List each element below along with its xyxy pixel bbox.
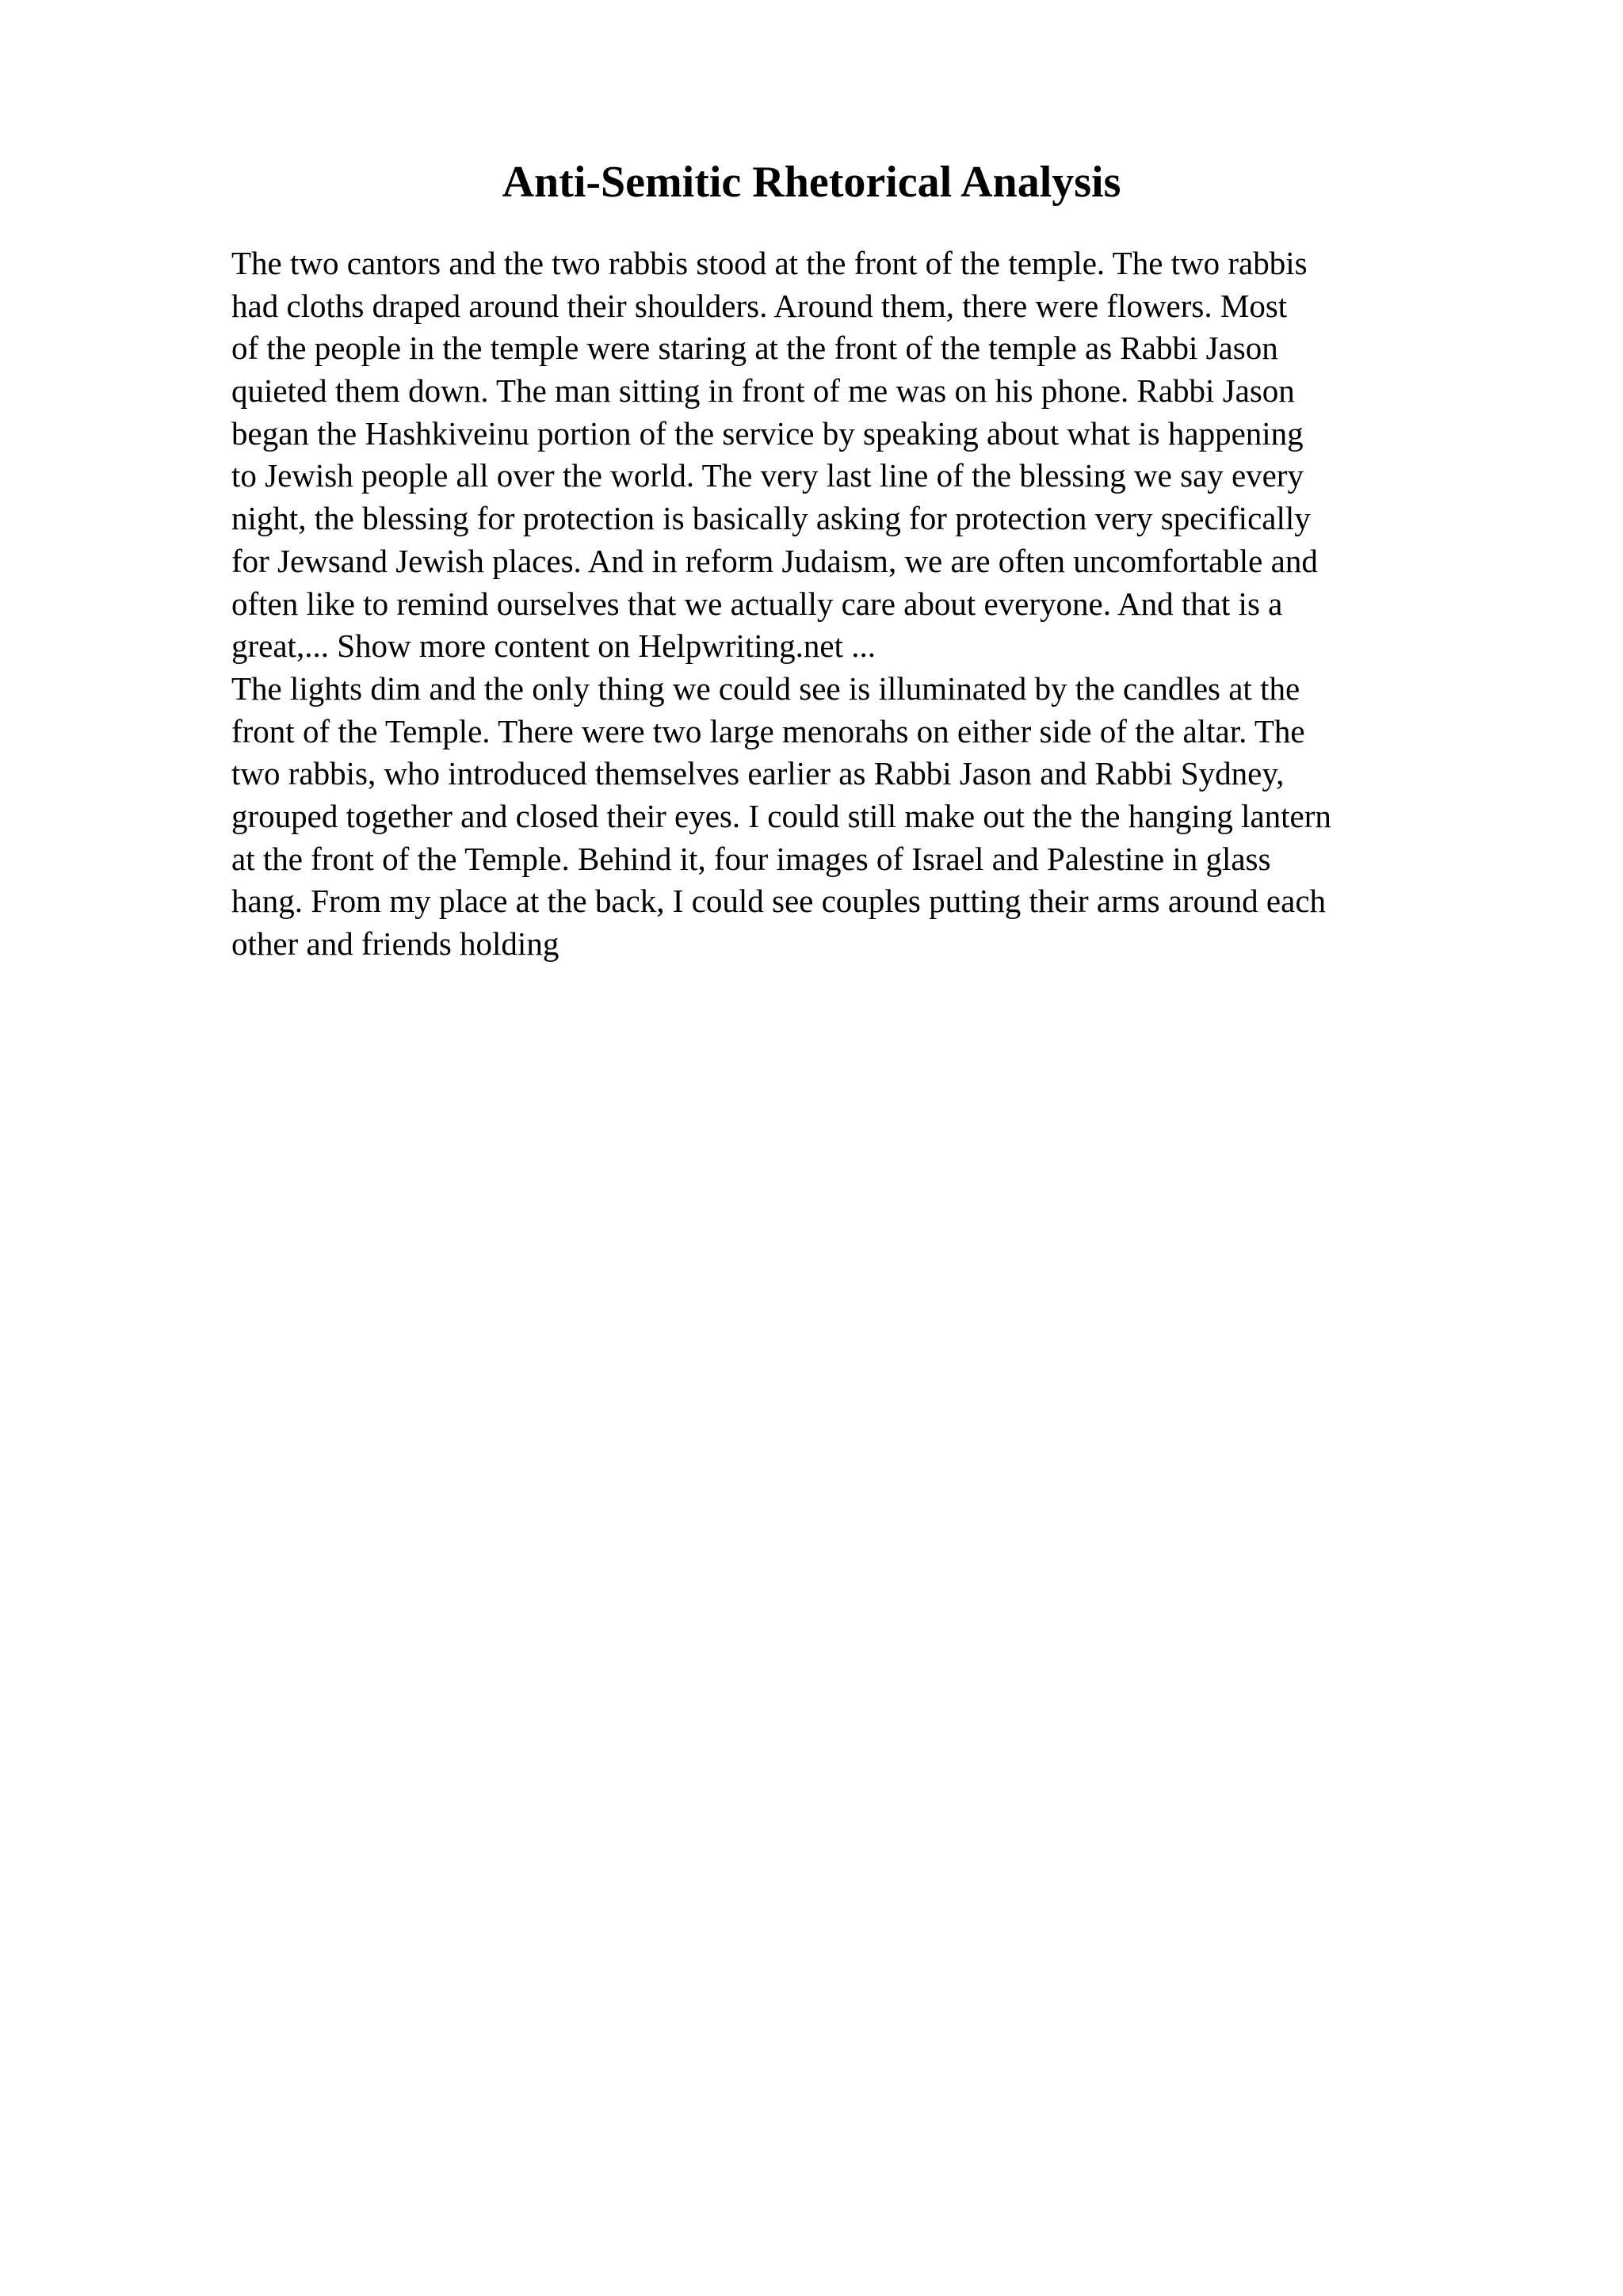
text-line: often like to remind ourselves that we actually care about everyone. And that is a [231, 585, 1283, 622]
text-line: at the front of the Temple. Behind it, four images of Israel and Palestine in glass [231, 840, 1271, 877]
text-line: The two cantors and the two rabbis stood at the front of the temple. The two rabbis [231, 245, 1308, 281]
text-line: quieted them down. The man sitting in front of me was on his phone. Rabbi Jason [231, 372, 1295, 410]
paragraph-1 [231, 242, 1499, 668]
text-line: of the people in the temple were staring at the front of the temple as Rabbi Jason [231, 330, 1278, 367]
text-line: to Jewish people all over the world. The very last line of the blessing we say every [231, 457, 1304, 494]
document-title: Anti-Semitic Rhetorical Analysis [502, 158, 1121, 207]
text-line: for Jewsand Jewish places. And in reform Judaism, we are often uncomfortable and [231, 542, 1318, 579]
text-line: front of the Temple. There were two large menorahs on either side of the altar. The [231, 712, 1305, 749]
text-line: had cloths draped around their shoulders. Around them, there were flowers. Most [231, 287, 1288, 324]
text-line: The lights dim and the only thing we could see is illuminated by the candles at the [231, 669, 1300, 707]
text-line: two rabbis, who introduced themselves earlier as Rabbi Jason and Rabbi Sydney, [231, 755, 1285, 792]
text-line: hang. From my place at the back, I could see couples putting their arms around each [231, 883, 1327, 920]
text-line: night, the blessing for protection is basically asking for protection very specifically [231, 500, 1311, 537]
text-line: began the Hashkiveinu portion of the service by speaking about what is happening [231, 414, 1304, 452]
paragraph-2 [231, 668, 1499, 966]
text-line: other and friends holding [231, 925, 559, 962]
text-line: grouped together and closed their eyes. I could still make out the the hanging lantern [231, 797, 1331, 834]
text-line: great,... Show more content on Helpwriting.net ... [231, 627, 876, 665]
document-body [231, 242, 1499, 966]
